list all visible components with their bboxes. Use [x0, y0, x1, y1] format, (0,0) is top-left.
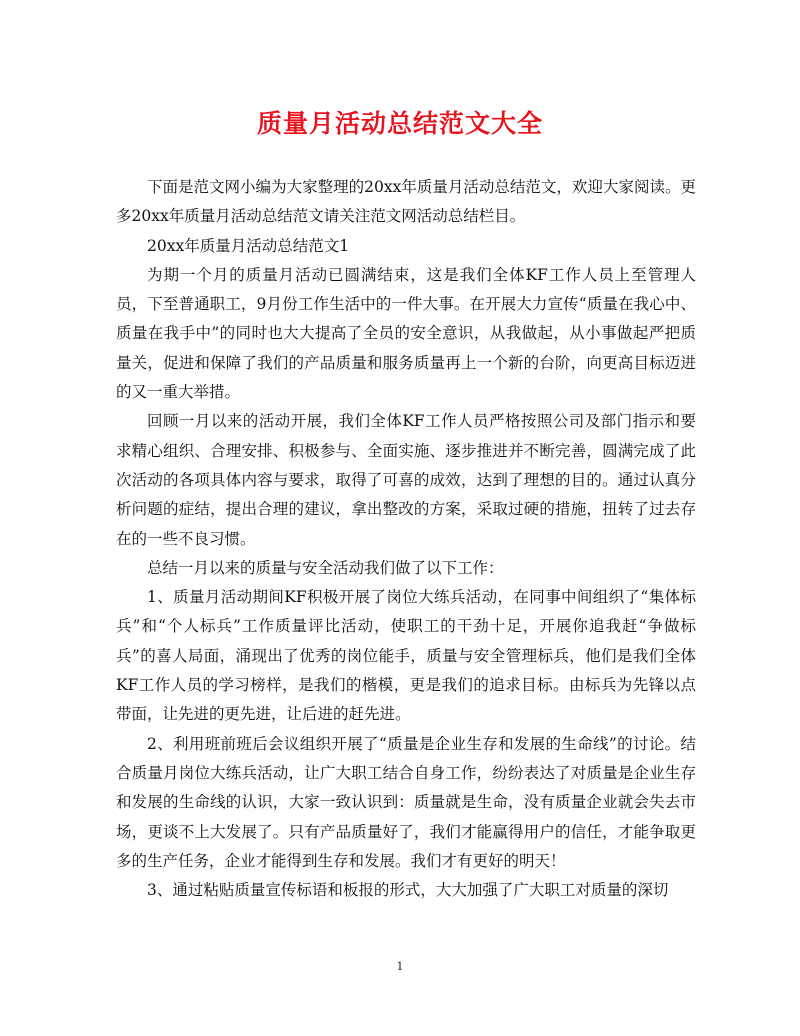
- intro-paragraph: 下面是范文网小编为大家整理的20xx年质量月活动总结范文，欢迎大家阅读。更多20xx年质量月活动总结范文请关注范文网活动总结栏目。: [116, 178, 696, 226]
- page-number: 1: [396, 960, 404, 973]
- document-body: [116, 173, 696, 905]
- section-heading: 20xx年质量月活动总结范文1: [147, 236, 350, 255]
- body-paragraph: 为期一个月的质量月活动已圆满结束，这是我们全体KF工作人员上至管理人员，下至普通职工，9月份工作生活中的一件大事。在开展大力宣传“质量在我心中、质量在我手中”的同时也大大提高了全员的安全意识，从我做起，从小事做起严把质量关，促进和保障了我们的产品质量和服务质量再上一个新的台阶，向更高目标迈进的又一重大举措。: [116, 265, 696, 402]
- list-item: 1、质量月活动期间KF积极开展了岗位大练兵活动，在同事中间组织了“集体标兵”和“个人标兵”工作质量评比活动，使职工的干劲十足，开展你追我赶“争做标兵”的喜人局面，涌现出了优秀的岗位能手，质量与安全管理标兵，他们是我们全体KF工作人员的学习榜样，是我们的楷模，更是我们的追求目标。由标兵为先锋以点带面，让先进的更先进，让后进的赶先进。: [116, 588, 696, 724]
- document-title: 质量月活动总结范文大全: [256, 109, 543, 138]
- list-item: 3、通过粘贴质量宣传标语和板报的形式，大大加强了广大职工对质量的深切: [147, 881, 669, 900]
- body-paragraph: 回顾一月以来的活动开展，我们全体KF工作人员严格按照公司及部门指示和要求精心组织、合理安排、积极参与、全面实施、逐步推进并不断完善，圆满完成了此次活动的各项具体内容与要求，取得了可喜的成效，达到了理想的目的。通过认真分析问题的症结，提出合理的建议，拿出整改的方案，采取过硬的措施，扭转了过去存在的一些不良习惯。: [116, 412, 696, 548]
- list-item: 2、利用班前班后会议组织开展了“质量是企业生存和发展的生命线”的讨论。结合质量月岗位大练兵活动，让广大职工结合自身工作，纷纷表达了对质量是企业生存和发展的生命线的认识，大家一致认识到：质量就是生命，没有质量企业就会失去市场，更谈不上大发展了。只有产品质量好了，我们才能赢得用户的信任，才能争取更多的生产任务，企业才能得到生存和发展。我们才有更好的明天！: [116, 734, 696, 870]
- body-paragraph: 总结一月以来的质量与安全活动我们做了以下工作：: [147, 558, 504, 577]
